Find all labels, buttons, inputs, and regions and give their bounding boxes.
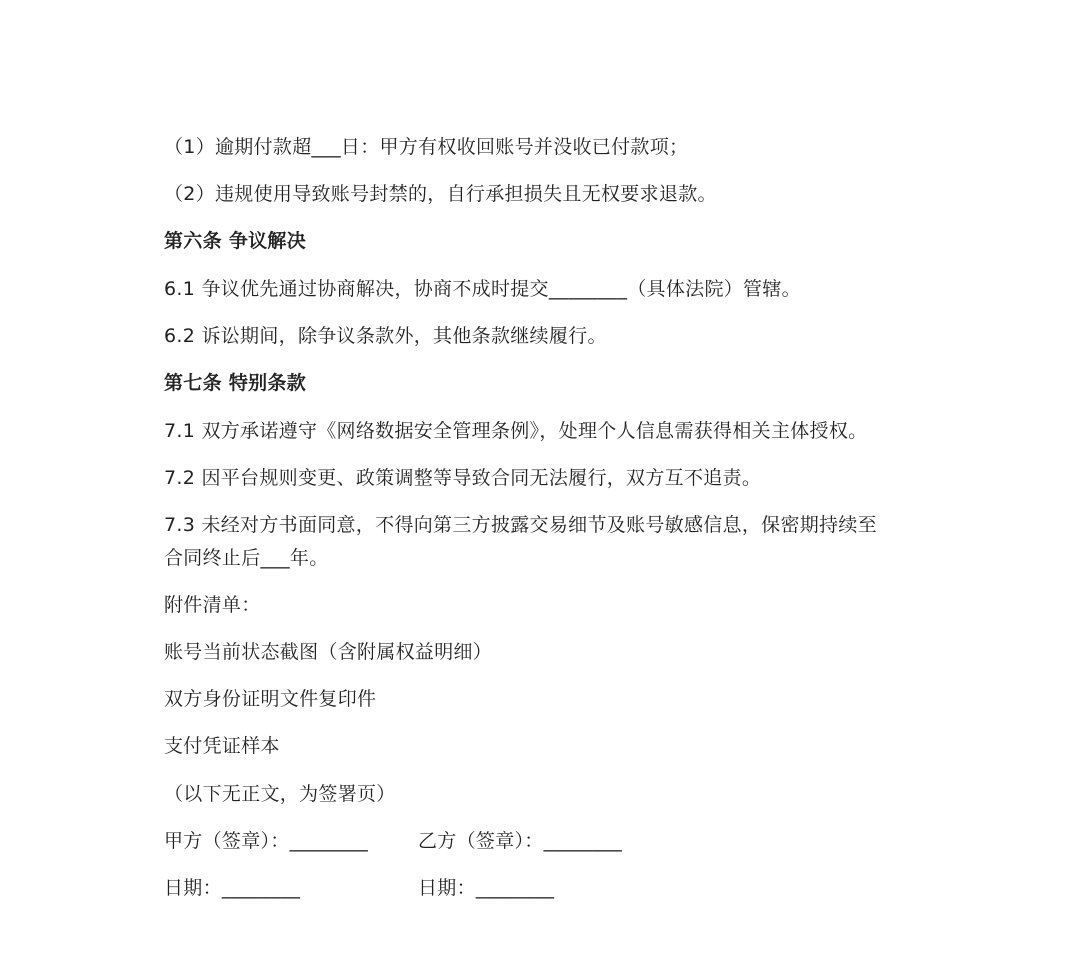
article-6-heading: 第六条 争议解决	[164, 230, 307, 252]
party-a-signature: 甲方（签章）：________	[164, 830, 369, 852]
clause-7-3-line-1: 7.3 未经对方书面同意，不得向第三方披露交易细节及账号敏感信息，保密期持续至	[164, 514, 877, 536]
attachments-title: 附件清单：	[164, 594, 261, 616]
clause-7-3-line-2: 合同终止后___年。	[164, 547, 329, 569]
party-a-date: 日期：________	[164, 877, 301, 899]
attachment-item: 双方身份证明文件复印件	[164, 688, 377, 710]
attachment-item: 支付凭证样本	[164, 735, 280, 757]
clause-6-1: 6.1 争议优先通过协商解决，协商不成时提交________（具体法院）管辖。	[164, 278, 801, 300]
party-b-date: 日期：________	[418, 877, 555, 899]
clause-7-2: 7.2 因平台规则变更、政策调整等导致合同无法履行，双方互不追责。	[164, 467, 762, 489]
party-b-signature: 乙方（签章）：________	[418, 830, 623, 852]
attachment-item: 账号当前状态截图（含附属权益明细）	[164, 641, 493, 663]
clause-item-2: （2）违规使用导致账号封禁的，自行承担损失且无权要求退款。	[164, 183, 717, 205]
clause-6-2: 6.2 诉讼期间，除争议条款外，其他条款继续履行。	[164, 325, 607, 347]
signature-note: （以下无正文，为签署页）	[164, 783, 396, 805]
clause-7-1: 7.1 双方承诺遵守《网络数据安全管理条例》，处理个人信息需获得相关主体授权。	[164, 420, 868, 442]
clause-item-1: （1）逾期付款超___日：甲方有权收回账号并没收已付款项；	[164, 136, 689, 158]
article-7-heading: 第七条 特别条款	[164, 372, 307, 394]
